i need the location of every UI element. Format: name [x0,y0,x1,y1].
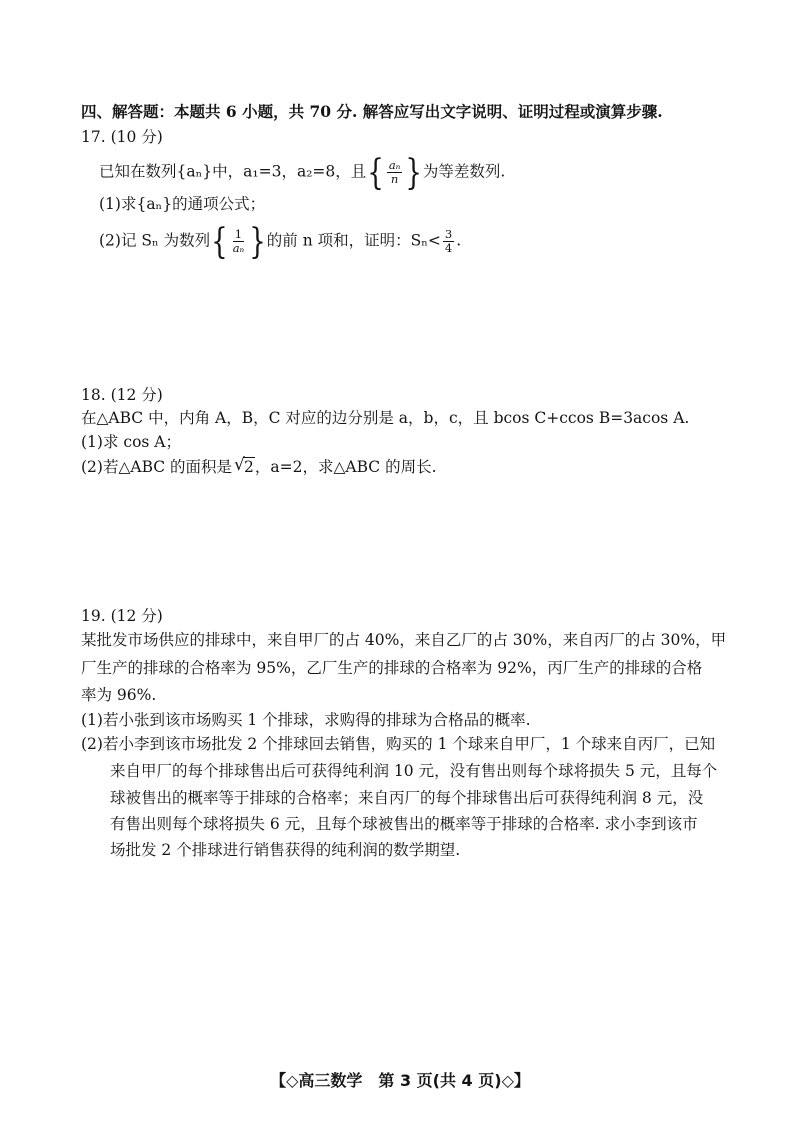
q19-part2-line: 有售出则每个球将损失 6 元，且每个球被售出的概率等于排球的合格率. 求小李到该市 [110,815,698,833]
q19-stem-line: 某批发市场供应的排球中，来自甲厂的占 40%，来自乙厂的占 30%，来自丙厂的占 30%，甲 [81,631,727,649]
q19-part1: (1)若小张到该市场购买 1 个排球，求购得的排球为合格品的概率. [81,711,531,729]
right-brace-icon: } [249,221,266,262]
right-brace-icon: } [405,152,422,193]
q17-part1: (1)求{aₙ}的通项公式； [99,195,266,213]
q19-number: 19. (12 分) [81,607,163,625]
q18-part2-prefix: (2)若△ABC 的面积是 [81,458,233,476]
q17-number: 17. (10 分) [81,128,163,146]
fraction-denominator: 4 [444,241,453,255]
q19-part2-line: (2)若小李到该市场批发 2 个排球回去销售，购买的 1 个球来自甲厂，1 个球来自丙厂，已知 [81,735,716,753]
q17-stem-prefix: 已知在数列{aₙ}中，a₁=3，a₂=8，且 [99,162,367,181]
fraction-numerator: 1 [234,227,243,241]
q18-part2 [81,456,437,478]
left-brace-icon: { [367,152,384,193]
q18-radicand: 2 [244,458,254,476]
q19-part2-line: 来自甲厂的每个排球售出后可获得纯利润 10 元，没有售出则每个球将损失 5 元，且每个 [110,762,718,780]
q17-stem-suffix: 为等差数列. [422,162,506,181]
q17-part2 [99,221,462,262]
q17-part2-prefix: (2)记 Sₙ 为数列 [99,231,211,250]
q19-part2-line: 球被售出的概率等于排球的合格率；来自丙厂的每个排球售出后可获得纯利润 8 元，没 [110,789,704,807]
q19-stem-line: 厂生产的排球的合格率为 95%，乙厂生产的排球的合格率为 92%，丙厂生产的排球的合格 [81,659,703,677]
page-footer: 【◇高三数学 第 3 页(共 4 页)◇】 [270,1071,530,1090]
q18-stem: 在△ABC 中，内角 A，B，C 对应的边分别是 a，b，c，且 bcos C+ccos B=3acos A. [81,409,690,427]
q19-part2-line: 场批发 2 个排球进行销售获得的纯利润的数学期望. [110,841,461,859]
fraction-numerator: 3 [444,227,453,241]
fraction-denominator: n [390,172,399,186]
fraction-denominator: aₙ [232,241,245,255]
section-header: 四、解答题：本题共 6 小题，共 70 分. 解答应写出文字说明、证明过程或演算步骤. [81,102,663,121]
q17-part2-end: . [456,231,462,250]
q18-number: 18. (12 分) [81,386,163,404]
q19-stem-line: 率为 96%. [81,686,157,704]
q17-bound-fraction [443,228,454,255]
left-brace-icon: { [211,221,228,262]
q17-stem-fraction [387,159,403,186]
q17-part2-fraction [231,228,247,255]
q18-part1: (1)求 cos A； [81,433,181,451]
q17-stem [99,152,506,193]
q18-part2-suffix: ，a=2，求△ABC 的周长. [254,458,437,476]
fraction-numerator: aₙ [388,158,401,172]
q17-part2-middle: 的前 n 项和，证明：Sₙ< [266,231,441,250]
square-root-icon [234,456,255,478]
